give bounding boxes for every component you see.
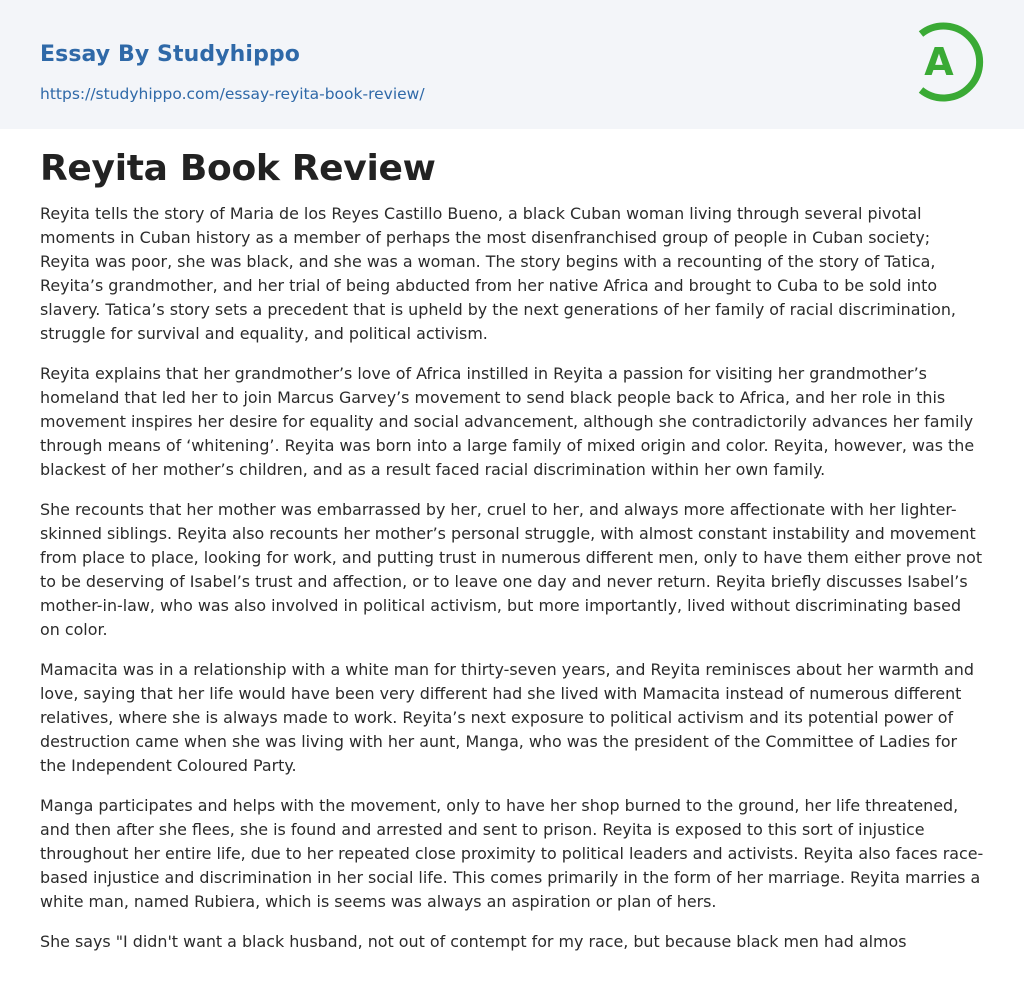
article-paragraph-4: Mamacita was in a relationship with a white man for thirty-seven years, and Reyita reminisces about her warmth and love, saying that her life would have been very different had she lived with Mamacita instead of numerous different relatives, where she is always made to work. Reyita’s next exposure to political activism and its potential power of destruction came when she was living with her aunt, Manga, who was the president of the Committee of Ladies for the Independent Coloured Party. — [40, 660, 974, 775]
site-header — [0, 0, 1024, 129]
logo-letter: A — [924, 40, 954, 84]
site-brand[interactable]: Essay By Studyhippo — [40, 42, 300, 67]
article-paragraph-2: Reyita explains that her grandmother’s love of Africa instilled in Reyita a passion for visiting her grandmother’s homeland that led her to join Marcus Garvey’s movement to send black people back to Africa, and her role in this movement inspires her desire for equality and social advancement, although she contradictorily advances her family through means of ‘whitening’. Reyita was born into a large family of mixed origin and color. Reyita, however, was the blackest of her mother’s children, and as a result faced racial discrimination within her own family. — [40, 364, 975, 479]
article-paragraph-5: Manga participates and helps with the movement, only to have her shop burned to the ground, her life threatened, and then after she flees, she is found and arrested and sent to prison. Reyita is exposed to this sort of injustice throughout her entire life, due to her repeated close proximity to political leaders and activists. Reyita also faces race-based injustice and discrimination in her social life. This comes primarily in the form of her marriage. Reyita marries a white man, named Rubiera, which is seems was always an aspiration or plan of hers. — [40, 796, 984, 911]
article — [0, 129, 1024, 954]
article-paragraph-1: Reyita tells the story of Maria de los Reyes Castillo Bueno, a black Cuban woman living through several pivotal moments in Cuban history as a member of perhaps the most disenfranchised group of people in Cuban society; Reyita was poor, she was black, and she was a woman. The story begins with a recounting of the story of Tatica, Reyita’s grandmother, and her trial of being abducted from her native Africa and brought to Cuba to be sold into slavery. Tatica’s story sets a precedent that is upheld by the next generations of her family of racial discrimination, struggle for survival and equality, and political activism. — [40, 204, 956, 343]
article-paragraph-6: She says "I didn't want a black husband, not out of contempt for my race, but because black men had almos — [40, 932, 907, 951]
studyhippo-logo-icon[interactable] — [910, 18, 988, 106]
article-title: Reyita Book Review — [40, 148, 436, 189]
essay-url-link[interactable]: https://studyhippo.com/essay-reyita-book-review/ — [40, 85, 425, 103]
article-paragraph-3: She recounts that her mother was embarrassed by her, cruel to her, and always more affectionate with her lighter-skinned siblings. Reyita also recounts her mother’s personal struggle, with almost constant instability and movement from place to place, looking for work, and putting trust in numerous different men, only to have them either prove not to be deserving of Isabel’s trust and affection, or to leave one day and never return. Reyita briefly discusses Isabel’s mother-in-law, who was also involved in political activism, but more importantly, lived without discriminating based on color. — [40, 500, 983, 639]
